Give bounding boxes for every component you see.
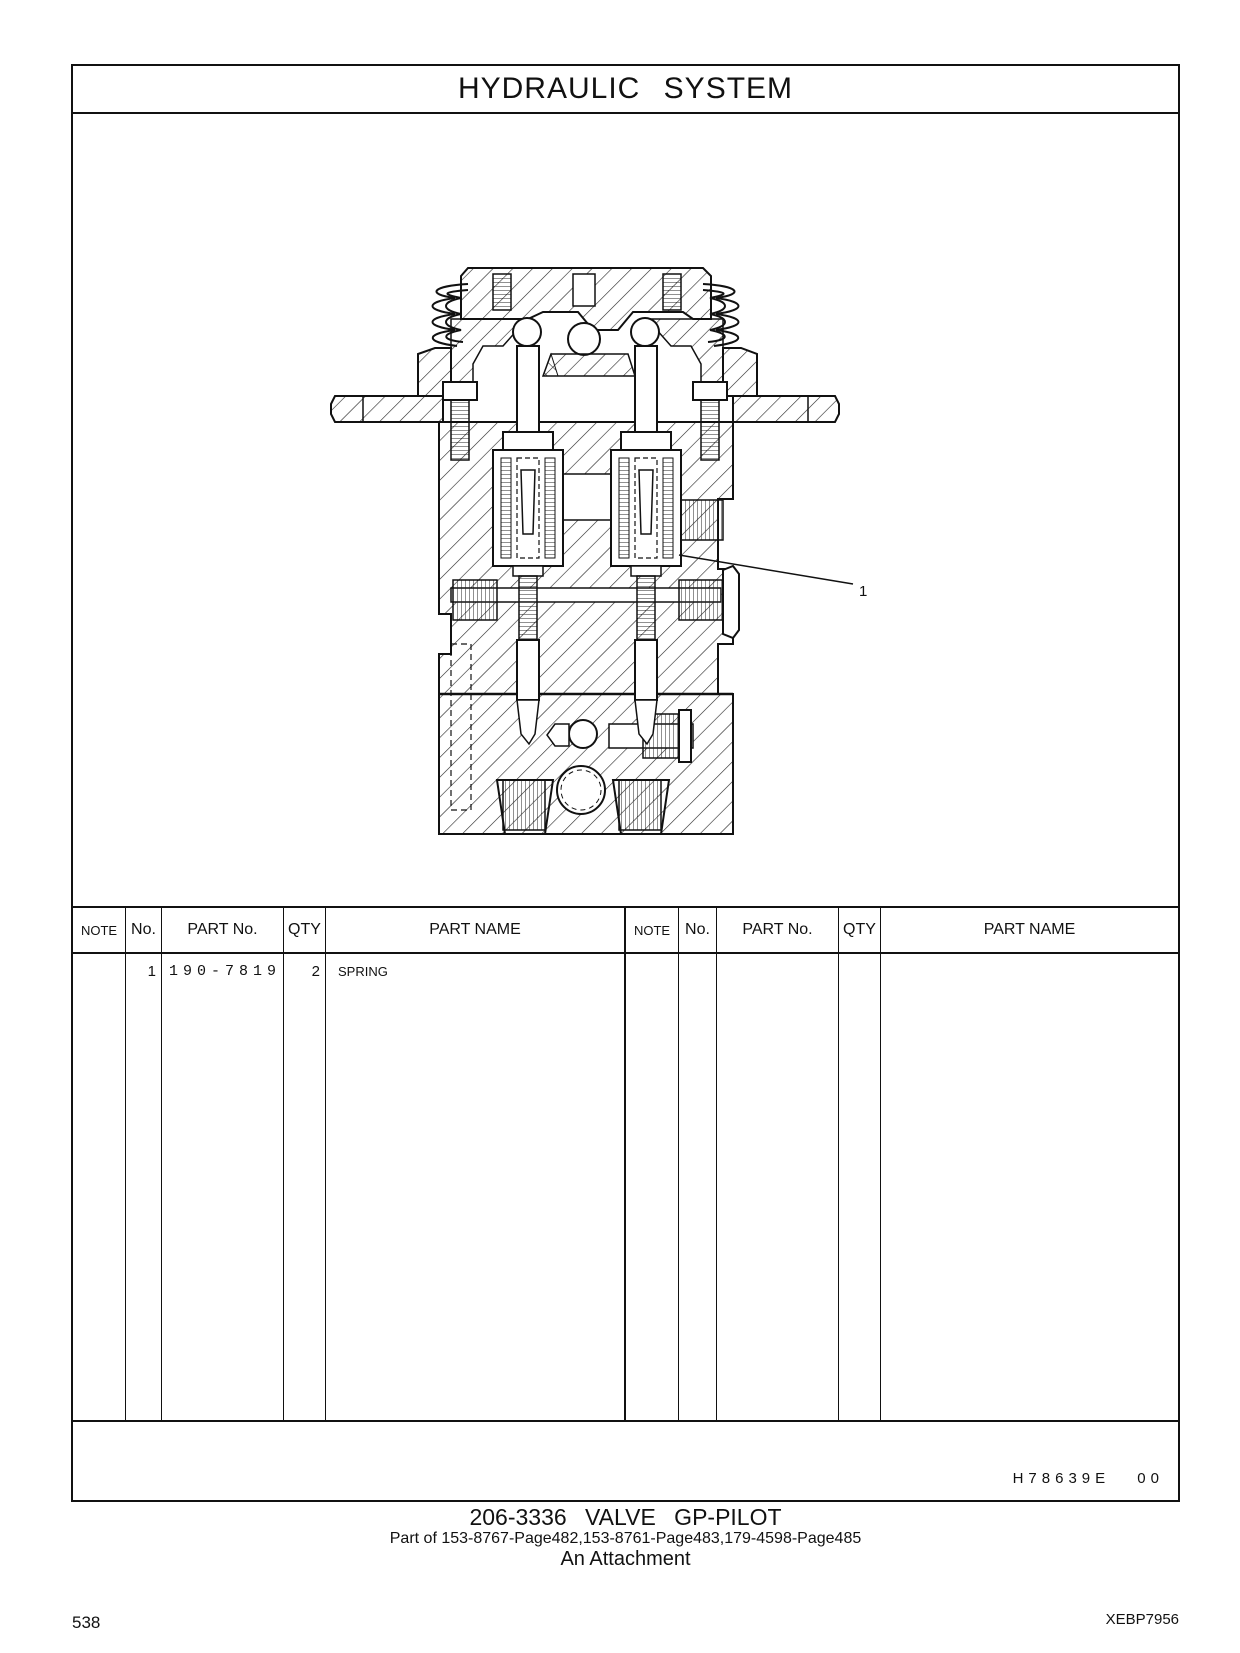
column-rule bbox=[838, 908, 839, 1420]
illustration-code: H78639E 00 bbox=[1012, 1470, 1164, 1487]
column-header-note: NOTE bbox=[626, 908, 678, 954]
parts-list-table bbox=[73, 906, 1178, 1422]
page-title: HYDRAULIC SYSTEM bbox=[73, 66, 1178, 114]
valve-body bbox=[439, 422, 739, 834]
column-header-note: NOTE bbox=[73, 908, 125, 954]
column-rule bbox=[624, 908, 626, 1420]
row-item-number: 1 bbox=[147, 962, 156, 980]
column-rule bbox=[880, 908, 881, 1420]
flange bbox=[331, 396, 839, 422]
exploded-view-drawing bbox=[73, 114, 1178, 906]
column-header-part-name: PART NAME bbox=[326, 908, 624, 954]
valve-cross-section-illustration bbox=[73, 114, 1178, 906]
column-header-qty: QTY bbox=[839, 908, 880, 954]
column-header-part-name: PART NAME bbox=[881, 908, 1178, 954]
column-header-no: No. bbox=[126, 908, 161, 954]
column-rule bbox=[125, 908, 126, 1420]
row-note bbox=[73, 960, 125, 982]
top-cover bbox=[418, 268, 757, 396]
column-header-part-no: PART No. bbox=[162, 908, 283, 954]
column-rule bbox=[716, 908, 717, 1420]
column-rule bbox=[161, 908, 162, 1420]
document-code: XEBP7956 bbox=[1105, 1611, 1179, 1628]
parts-page-frame bbox=[71, 64, 1180, 1502]
attachment-note: An Attachment bbox=[560, 1548, 691, 1570]
column-header-qty: QTY bbox=[284, 908, 325, 954]
callout-number: 1 bbox=[859, 583, 868, 600]
row-part-number: 190-7819 bbox=[169, 962, 282, 980]
page-number: 538 bbox=[72, 1613, 101, 1632]
group-title: 206-3336 VALVE GP-PILOT bbox=[469, 1504, 782, 1530]
column-rule bbox=[678, 908, 679, 1420]
column-header-part-no: PART No. bbox=[717, 908, 838, 954]
column-rule bbox=[325, 908, 326, 1420]
row-part-name: SPRING bbox=[338, 963, 388, 979]
part-of-reference: Part of 153-8767-Page482,153-8761-Page483,179-4598-Page485 bbox=[389, 1530, 862, 1547]
row-quantity: 2 bbox=[311, 962, 320, 980]
column-rule bbox=[283, 908, 284, 1420]
column-header-no: No. bbox=[679, 908, 716, 954]
